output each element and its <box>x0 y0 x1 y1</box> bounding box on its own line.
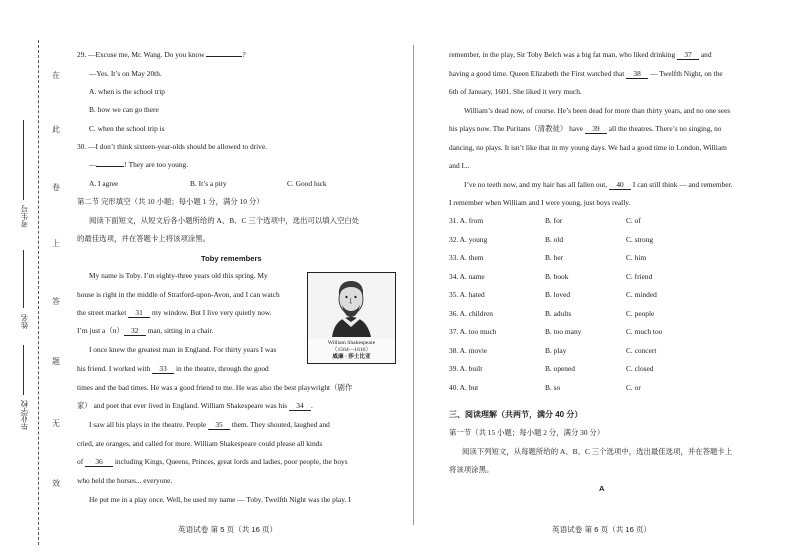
option-33-a: 33. A. them <box>449 253 484 262</box>
q30-reply: — ! They are too young. <box>89 160 189 169</box>
option-37-b: B. too many <box>545 327 582 336</box>
q30-stem: 30. —I don’t think sixteen-year-olds should be allowed to drive. <box>77 142 267 151</box>
binding-char: 在 <box>52 71 60 80</box>
option-40-a: 40. A. but <box>449 383 479 392</box>
school-line <box>23 345 24 395</box>
option-40-b: B. so <box>545 383 561 392</box>
passage-line: He put me in a play once. Well, be used my name — Toby. Twelfth Night was the play. I <box>89 495 351 504</box>
blank-36: 36 <box>85 457 113 467</box>
option-35-b: B. loved <box>545 290 571 299</box>
passage-line: and I... <box>449 161 470 170</box>
blank-31: 31 <box>128 308 150 318</box>
option-36-c: C. people <box>626 309 655 318</box>
passage-a-label: A <box>599 484 605 493</box>
binding-char: 效 <box>52 479 60 488</box>
option-31-a: 31. A. from <box>449 216 484 225</box>
passage-line: I’ve no teeth now, and my hair has all fallen out, 40 I can still think — and remember. <box>464 180 733 189</box>
passage-line: 家） and poet that ever lived in England. William Shakespeare was his 34 . <box>77 401 313 410</box>
reading-instruction-2: 将该项涂黑。 <box>449 465 494 474</box>
option-32-c: C. strong <box>626 235 654 244</box>
binding-char: 上 <box>52 239 60 248</box>
blank-32: 32 <box>124 326 146 336</box>
passage-title: Toby remembers <box>201 254 262 263</box>
q29-stem: 29. —Excuse me, Mr. Wang. Do you know ? <box>77 50 246 59</box>
passage-line: William’s dead now, of course. He’s been dead for more than thirty years, and no one sees <box>464 106 731 115</box>
option-34-a: 34. A. name <box>449 272 485 281</box>
q29-reply: —Yes. It’s on May 20th. <box>89 69 162 78</box>
exam-number-label: 考生号 <box>20 205 29 228</box>
name-line <box>23 250 24 308</box>
option-35-c: C. minded <box>626 290 657 299</box>
passage-line: I saw all his plays in the theatre. People 35 them. They shouted, laughed and <box>89 420 330 429</box>
reading-instruction-1: 阅读下列短文，从每题所给的 A、B、C 三个选项中，选出最佳选项，并在答题卡上 <box>462 447 733 456</box>
option-39-a: 39. A. built <box>449 364 483 373</box>
binding-char: 答 <box>52 297 60 306</box>
binding-margin <box>0 0 72 560</box>
passage-line: times and the bad times. He was a good friend to me. He was also the best playwright（剧作 <box>77 383 353 392</box>
binding-char: 题 <box>52 357 60 366</box>
answer-blank <box>96 166 124 167</box>
blank-33: 33 <box>152 364 174 374</box>
school-label: 毕业学校 <box>20 400 29 430</box>
option-38-c: C. concert <box>626 346 657 355</box>
blank-35: 35 <box>208 420 230 430</box>
option-32-b: B. old <box>545 235 564 244</box>
cut-line <box>38 40 39 545</box>
passage-line: who held the horses... everyone. <box>77 476 173 485</box>
option-34-b: B. book <box>545 272 569 281</box>
section-3-subheading: 第一节（共 15 小题；每小题 2 分，满分 30 分） <box>449 428 605 437</box>
blank-39: 39 <box>585 124 607 134</box>
passage-line: having a good time. Queen Elizabeth the First watched that 38 — Twelfth Night, on the <box>449 69 723 78</box>
option-37-c: C. much too <box>626 327 663 336</box>
option-36-a: 36. A. children <box>449 309 493 318</box>
cloze-instruction-2: 的最佳选项，并在答题卡上将该项涂黑。 <box>77 234 211 243</box>
binding-char: 无 <box>52 419 60 428</box>
passage-line: the street market 31 my window. But I live very quietly now. <box>77 308 272 317</box>
q30-option-a: A. I agree <box>89 179 119 188</box>
blank-37: 37 <box>677 50 699 60</box>
passage-line: My name is Toby. I’m eighty-three years old this spring. My <box>89 271 268 280</box>
option-37-a: 37. A. too much <box>449 327 497 336</box>
q30-option-b: B. It’s a pity <box>190 179 227 188</box>
blank-34: 34 <box>289 401 311 411</box>
passage-line: 6th of January, 1601. She liked it very much. <box>449 87 582 96</box>
option-38-a: 38. A. movie <box>449 346 488 355</box>
portrait-years: （1564—1616） <box>331 347 372 353</box>
q29-option-b: B. how we can go there <box>89 105 159 114</box>
page-divider <box>413 45 414 525</box>
passage-line: house is right in the middle of Stratford-upon-Avon, and I can watch <box>77 290 280 299</box>
q29-option-c: C. when the school trip is <box>89 124 165 133</box>
page-footer-5: 英语试卷 第 5 页（共 16 页） <box>178 525 278 534</box>
passage-line: cried, ate oranges, and called for more. William Shakespeare could please all kinds <box>77 439 323 448</box>
option-35-a: 35. A. hated <box>449 290 485 299</box>
name-label: 姓名 <box>20 314 29 329</box>
section-2-heading: 第二节 完形填空（共 10 小题；每小题 1 分，满分 10 分） <box>77 197 264 206</box>
option-31-c: C. of <box>626 216 641 225</box>
option-39-b: B. opened <box>545 364 575 373</box>
option-39-c: C. closed <box>626 364 654 373</box>
passage-line: I remember when William and I were young, just boys really. <box>449 198 631 207</box>
q30-option-c: C. Good luck <box>287 179 327 188</box>
passage-line: his plays now. The Puritans（清教徒） have 39 all the theatres. There’s no singing, no <box>449 124 722 133</box>
passage-line: of 36 including Kings, Queens, Princes, great lords and ladies, poor people, the boys <box>77 457 348 466</box>
option-33-c: C. him <box>626 253 647 262</box>
option-34-c: C. friend <box>626 272 653 281</box>
blank-38: 38 <box>626 69 648 79</box>
option-40-c: C. or <box>626 383 641 392</box>
option-36-b: B. adults <box>545 309 572 318</box>
passage-line: his friend. I worked with 33 in the theatre, through the good <box>77 364 269 373</box>
option-33-b: B. her <box>545 253 564 262</box>
q29-option-a: A. when is the school trip <box>89 87 165 96</box>
shakespeare-portrait <box>307 272 396 364</box>
portrait-cn-name: 威廉 · 莎士比亚 <box>332 354 371 360</box>
page-footer-6: 英语试卷 第 6 页（共 16 页） <box>552 525 652 534</box>
passage-line: I’m just a（n） 32 man, sitting in a chair. <box>77 326 214 335</box>
answer-blank <box>206 56 242 57</box>
option-38-b: B. play <box>545 346 567 355</box>
passage-line: dancing, no plays. It isn’t like that in my young days. We had a good time in London, William <box>449 143 727 152</box>
blank-40: 40 <box>609 180 631 190</box>
option-32-a: 32. A. young <box>449 235 488 244</box>
cloze-instruction-1: 阅读下面短文，从短文后各小题所给的 A、B、C 三个选项中，选出可以填入空白处 <box>89 216 360 225</box>
passage-line: I once knew the greatest man in England. For thirty years I was <box>89 345 277 354</box>
portrait-drawing <box>308 273 395 339</box>
binding-char: 此 <box>52 125 60 134</box>
section-3-heading: 三、阅读理解（共两节，满分 40 分） <box>449 410 583 419</box>
portrait-name: William Shakespeare <box>327 340 376 346</box>
option-31-b: B. for <box>545 216 563 225</box>
passage-line: remember, in the play, Sir Toby Belch was a big fat man, who liked drinking 37 and <box>449 50 712 59</box>
exam-number-line <box>23 120 24 200</box>
binding-char: 卷 <box>52 183 60 192</box>
